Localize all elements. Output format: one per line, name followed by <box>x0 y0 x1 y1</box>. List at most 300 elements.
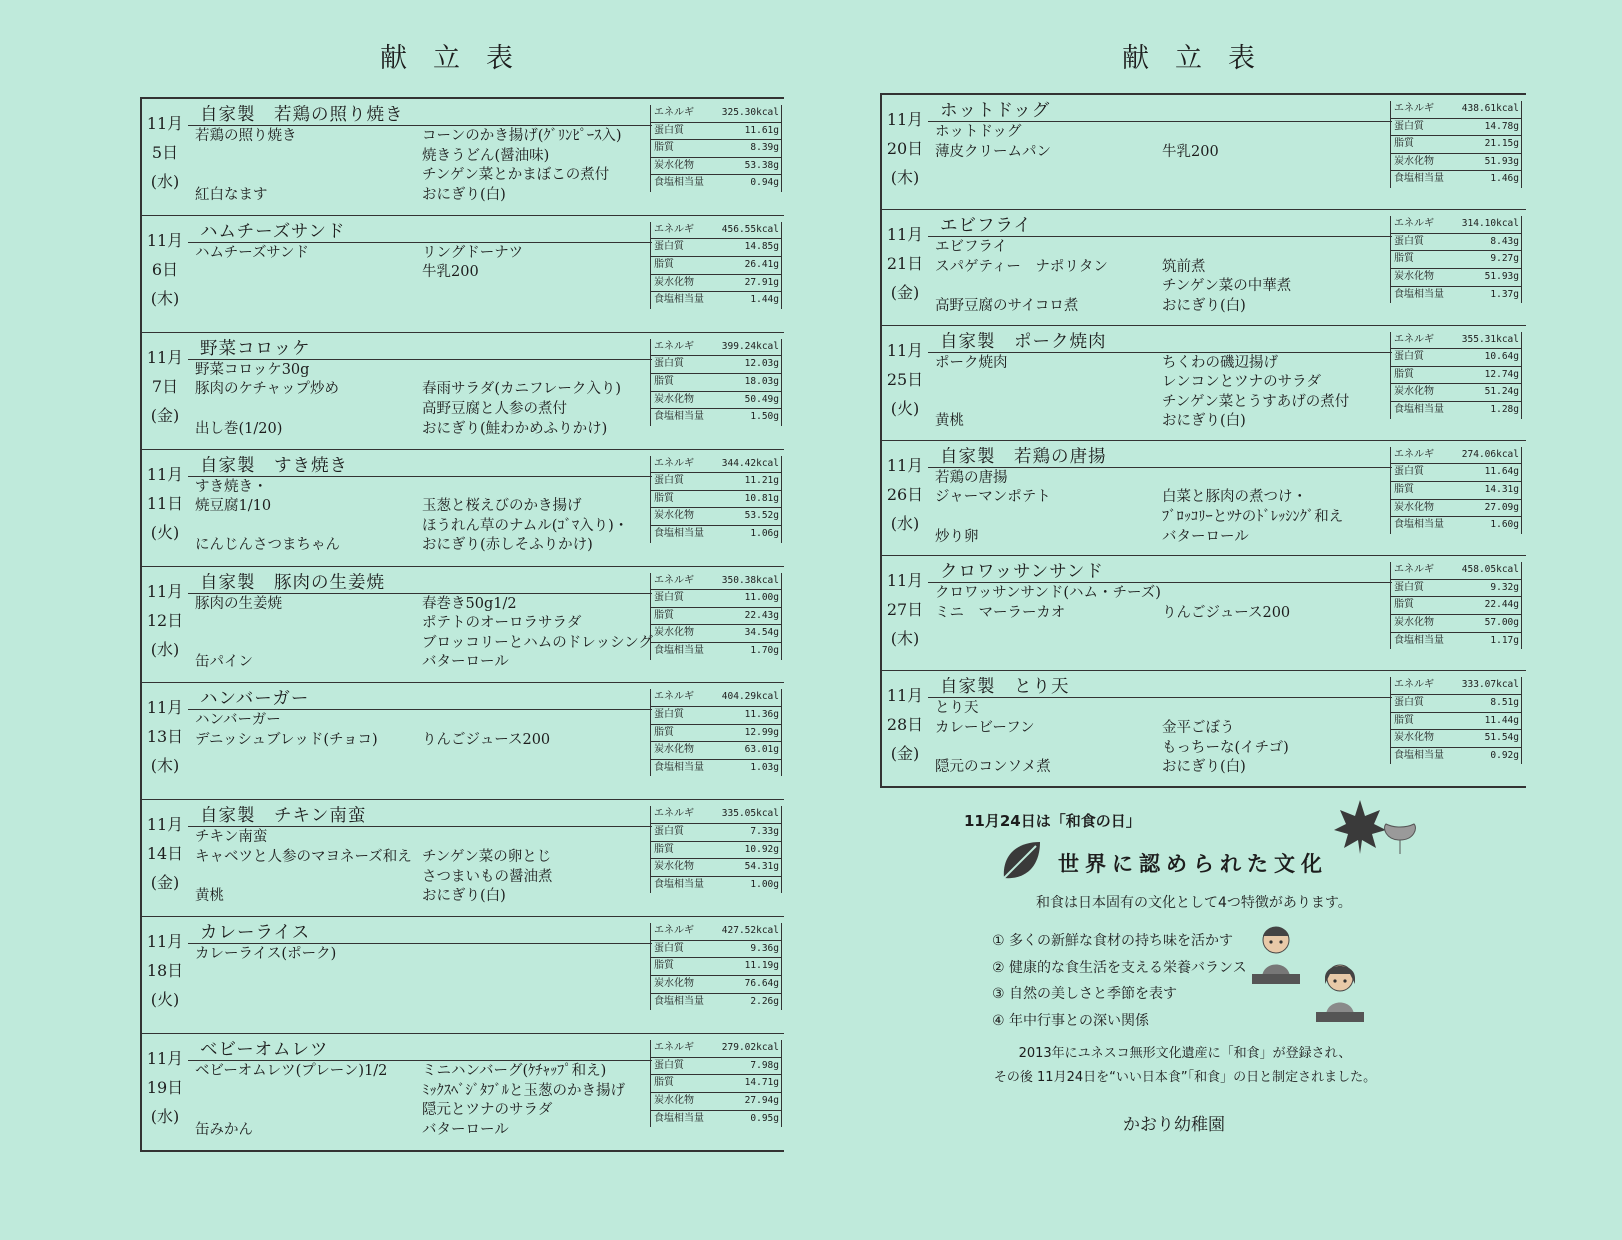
nutrition-row <box>651 339 781 357</box>
menu-item <box>935 508 1161 528</box>
nutrition-value: 1.44g <box>750 294 779 306</box>
menu-date <box>142 800 188 916</box>
menu-item <box>1162 238 1394 258</box>
date-month: 11月 <box>146 815 184 835</box>
menu-item: レンコンとツナのサラダ <box>1162 374 1321 391</box>
nutrition-label: エネルギ <box>1394 564 1434 576</box>
menu-item: 隠元のコンソメ煮 <box>935 759 1051 776</box>
nutrition-label: 蛋白質 <box>1394 235 1424 247</box>
nutrition-row <box>651 239 781 257</box>
menu-item: 炒り卵 <box>935 528 979 545</box>
nutrition-value: 355.31kcal <box>1461 333 1519 345</box>
date-weekday: (火) <box>890 398 920 418</box>
menu-item: クロワッサンサンド(ハム・チーズ) <box>935 585 1161 602</box>
nutrition-row <box>651 1111 781 1128</box>
date-day: 27日 <box>886 600 924 620</box>
nutrition-value: 12.03g <box>744 358 779 370</box>
date-day: 25日 <box>886 369 924 389</box>
menu-day-row <box>142 800 784 917</box>
nutrition-row <box>1391 136 1521 154</box>
menu-item <box>195 166 421 186</box>
nutrition-row <box>651 824 781 842</box>
title-divider <box>928 352 1392 353</box>
menu-item <box>195 965 421 985</box>
nutrition-label: 食塩相当量 <box>1394 634 1444 646</box>
date-weekday: (木) <box>890 168 920 187</box>
date-day: 12日 <box>146 610 184 630</box>
menu-item: コーンのかき揚げ(ｸﾞﾘﾝﾋﾟｰｽ入) <box>422 128 622 144</box>
menu-item <box>1162 162 1394 182</box>
menu-item: 玉葱と桜えびのかき揚げ <box>422 498 582 515</box>
menu-item: 筑前煮 <box>1162 258 1206 275</box>
feature-item: ③ 自然の美しさと季節を表す <box>992 986 1178 1002</box>
menu-item <box>195 1101 421 1121</box>
menu-item: ミニハンバーグ(ｹﾁｬｯﾌﾟ和え) <box>422 1063 607 1080</box>
nutrition-row <box>1391 597 1521 615</box>
menu-item: スパゲティー ナポリタン <box>935 258 1108 275</box>
menu-item: ほうれん草のナムル(ｺﾞﾏ入り)・ <box>422 517 629 534</box>
title-divider <box>188 125 652 126</box>
nutrition-label: 脂質 <box>654 259 674 271</box>
nutrition-label: 脂質 <box>654 843 674 855</box>
menu-item: 黄桃 <box>195 888 224 905</box>
nutrition-label: 炭水化物 <box>1394 501 1434 513</box>
menu-date <box>142 567 188 683</box>
menu-item <box>195 147 421 167</box>
nutrition-label: 蛋白質 <box>654 475 684 487</box>
nutrition-row <box>1391 119 1521 137</box>
nutrition-label: 炭水化物 <box>654 510 694 522</box>
nutrition-row <box>1391 216 1521 234</box>
menu-item <box>422 711 654 731</box>
nutrition-row <box>651 105 781 123</box>
menu-item: おにぎり(白) <box>422 186 506 203</box>
nutrition-label: エネルギ <box>1394 679 1434 691</box>
main-dish-title: ホットドッグ <box>940 101 1051 121</box>
menu-items-right <box>422 945 654 1023</box>
title-divider <box>188 826 652 827</box>
nutrition-row <box>651 1093 781 1111</box>
menu-day-row <box>882 556 1526 671</box>
menu-item: りんごジュース200 <box>422 732 551 749</box>
menu-item: 焼きうどん(醤油味) <box>422 147 550 164</box>
menu-item <box>422 828 654 848</box>
menu-date <box>142 216 188 332</box>
nutrition-row <box>651 1040 781 1058</box>
nutrition-row <box>1391 615 1521 633</box>
menu-item: バターロール <box>1162 528 1249 545</box>
menu-items-right <box>1162 123 1394 201</box>
date-weekday: (金) <box>890 283 920 303</box>
date-day: 5日 <box>151 143 179 162</box>
nutrition-row <box>651 275 781 293</box>
menu-date <box>882 210 928 324</box>
nutrition-label: 炭水化物 <box>654 744 694 756</box>
date-weekday: (金) <box>150 873 180 893</box>
nutrition-label: 食塩相当量 <box>654 761 704 773</box>
main-dish-title: 自家製 すき焼き <box>200 455 348 476</box>
nutrition-box <box>1390 447 1522 534</box>
nutrition-value: 11.19g <box>744 960 779 972</box>
menu-items-left <box>935 123 1161 201</box>
nutrition-value: 325.30kcal <box>721 107 779 118</box>
nutrition-label: 脂質 <box>654 960 674 972</box>
nutrition-value: 22.44g <box>1484 599 1519 611</box>
menu-day-row <box>882 441 1526 556</box>
date-month: 11月 <box>146 114 184 133</box>
nutrition-value: 344.42kcal <box>721 457 779 469</box>
menu-item: 白菜と豚肉の煮つけ・ <box>1162 489 1307 506</box>
date-day: 6日 <box>151 259 179 279</box>
menu-item <box>935 373 1161 393</box>
menu-item <box>935 393 1161 413</box>
nutrition-value: 8.39g <box>750 142 779 154</box>
date-month: 11月 <box>146 230 184 250</box>
nutrition-row <box>651 456 781 474</box>
menu-item: バターロール <box>422 654 509 671</box>
nutrition-label: 蛋白質 <box>654 1059 684 1071</box>
nutrition-value: 335.05kcal <box>721 808 779 820</box>
nutrition-label: 食塩相当量 <box>654 528 704 540</box>
nutrition-label: 炭水化物 <box>654 978 694 990</box>
menu-item: デニッシュブレッド(チョコ) <box>195 732 378 749</box>
main-dish-title: クロワッサンサンド <box>940 562 1104 583</box>
nutrition-value: 404.29kcal <box>721 691 779 703</box>
menu-items-left <box>195 478 421 556</box>
date-month: 11月 <box>886 225 924 245</box>
menu-items-left <box>935 469 1161 547</box>
menu-item <box>935 277 1161 297</box>
nutrition-row <box>1391 482 1521 500</box>
menu-item <box>195 263 421 283</box>
menu-day-row <box>142 683 784 800</box>
menu-items-left <box>195 244 421 322</box>
nutrition-label: エネルギ <box>1394 333 1434 345</box>
menu-items-left <box>195 828 421 906</box>
nutrition-value: 438.61kcal <box>1461 103 1519 114</box>
menu-day-row <box>142 450 784 567</box>
nutrition-label: 蛋白質 <box>654 942 684 954</box>
nutrition-label: 蛋白質 <box>1394 351 1424 363</box>
date-month: 11月 <box>886 686 924 706</box>
washoku-info <box>960 800 1500 1240</box>
nutrition-row <box>651 356 781 374</box>
menu-item <box>1162 469 1394 489</box>
menu-items-right <box>422 478 654 556</box>
date-weekday: (木) <box>150 756 180 776</box>
menu-item <box>935 739 1161 759</box>
nutrition-value: 27.91g <box>744 276 779 288</box>
nutrition-value: 18.03g <box>744 375 779 387</box>
main-dish-title: 自家製 豚肉の生姜焼 <box>200 572 385 593</box>
nutrition-row <box>651 175 781 192</box>
nutrition-value: 0.95g <box>750 1112 779 1124</box>
nutrition-value: 1.60g <box>1490 519 1519 531</box>
menu-day-row <box>882 95 1526 210</box>
nutrition-value: 10.92g <box>744 843 779 855</box>
date-weekday: (木) <box>890 629 920 649</box>
nutrition-value: 1.17g <box>1490 634 1519 646</box>
menu-day-row <box>882 671 1526 785</box>
menu-item: ジャーマンポテト <box>935 489 1051 506</box>
menu-date <box>142 333 188 449</box>
menu-item <box>195 751 421 771</box>
menu-date <box>882 671 928 785</box>
menu-items-right <box>1162 469 1394 547</box>
washoku-day-heading: 11月24日は「和食の日」 <box>964 812 1141 830</box>
nutrition-row <box>1391 447 1521 465</box>
nutrition-row <box>651 877 781 894</box>
nutrition-label: 脂質 <box>1394 714 1414 726</box>
nutrition-label: エネルギ <box>654 925 694 937</box>
menu-item: ポテトのオーロラサラダ <box>422 615 582 632</box>
menu-item <box>422 361 654 381</box>
menu-item: ﾐｯｸｽﾍﾞｼﾞﾀﾌﾞﾙと玉葱のかき揚げ <box>422 1082 625 1099</box>
date-day: 20日 <box>886 139 924 158</box>
menu-item: 紅白なます <box>195 186 268 203</box>
nutrition-value: 63.01g <box>744 744 779 756</box>
menu-day-row <box>142 333 784 450</box>
nutrition-value: 14.31g <box>1484 484 1519 496</box>
nutrition-value: 274.06kcal <box>1461 448 1519 460</box>
nutrition-label: 食塩相当量 <box>654 878 704 890</box>
menu-item: にんじんさつまちゃん <box>195 537 340 554</box>
menu-item: おにぎり(白) <box>1162 759 1246 776</box>
nutrition-value: 1.28g <box>1490 403 1519 415</box>
menu-day-row <box>142 216 784 333</box>
menu-item: 春巻き50g1/2 <box>422 595 517 612</box>
menu-item <box>195 770 421 790</box>
ginkgo-leaf-icon <box>1380 820 1420 856</box>
nutrition-row <box>651 806 781 824</box>
nutrition-value: 8.43g <box>1490 235 1519 247</box>
nutrition-label: 食塩相当量 <box>654 411 704 423</box>
nutrition-row <box>651 1075 781 1093</box>
nutrition-row <box>1391 367 1521 385</box>
menu-date <box>142 917 188 1033</box>
nutrition-label: エネルギ <box>654 107 694 118</box>
menu-item: 野菜コロッケ30g <box>195 361 310 378</box>
menu-date <box>882 556 928 670</box>
menu-items-left <box>195 945 421 1023</box>
date-month: 11月 <box>886 340 924 360</box>
menu-item <box>195 1082 421 1102</box>
nutrition-row <box>1391 402 1521 419</box>
nutrition-label: 炭水化物 <box>1394 386 1434 398</box>
nutrition-label: 炭水化物 <box>654 1094 694 1106</box>
menu-item <box>1162 123 1394 143</box>
nutrition-value: 10.64g <box>1484 351 1519 363</box>
feature-item: ④ 年中行事との深い関係 <box>992 1012 1150 1029</box>
nutrition-row <box>651 392 781 410</box>
menu-item: 若鶏の照り焼き <box>195 128 297 144</box>
nutrition-label: 食塩相当量 <box>654 644 704 656</box>
menu-items-right <box>422 244 654 322</box>
nutrition-label: 蛋白質 <box>1394 120 1424 132</box>
nutrition-row <box>651 725 781 743</box>
nutrition-box <box>650 456 782 543</box>
nutrition-value: 51.24g <box>1484 386 1519 398</box>
menu-items-left <box>195 1062 421 1140</box>
menu-item <box>422 478 654 498</box>
nutrition-row <box>651 859 781 877</box>
menu-item <box>195 400 421 420</box>
page-title-left: 献立表 <box>380 43 539 74</box>
date-day: 18日 <box>146 961 184 981</box>
menu-item: さつまいもの醤油煮 <box>422 868 553 885</box>
nutrition-label: エネルギ <box>1394 218 1434 230</box>
nutrition-label: 食塩相当量 <box>654 995 704 1007</box>
menu-item: 黄桃 <box>935 413 964 430</box>
menu-item <box>422 965 654 985</box>
title-divider <box>188 593 652 594</box>
menu-item: すき焼き・ <box>195 478 268 495</box>
child-eating-illustration <box>1310 960 1370 1024</box>
menu-item <box>195 283 421 303</box>
date-day: 14日 <box>146 844 184 864</box>
nutrition-value: 399.24kcal <box>721 340 779 352</box>
menu-item <box>935 162 1161 182</box>
nutrition-row <box>1391 384 1521 402</box>
menu-item: ちくわの磯辺揚げ <box>1162 354 1278 371</box>
menu-item: 金平ごぼう <box>1162 720 1235 737</box>
page-title-right: 献立表 <box>1122 43 1281 74</box>
menu-items-right <box>422 595 654 673</box>
menu-item <box>1162 584 1394 604</box>
menu-item <box>195 303 421 323</box>
nutrition-value: 2.26g <box>750 995 779 1007</box>
nutrition-value: 57.00g <box>1484 616 1519 628</box>
nutrition-box <box>650 222 782 309</box>
menu-items-left <box>195 595 421 673</box>
nutrition-label: エネルギ <box>654 340 694 352</box>
date-weekday: (金) <box>890 744 920 764</box>
nutrition-label: 蛋白質 <box>654 592 684 604</box>
nutrition-label: エネルギ <box>1394 448 1434 460</box>
nutrition-box <box>650 689 782 776</box>
nutrition-value: 53.52g <box>744 510 779 522</box>
date-month: 11月 <box>886 571 924 591</box>
nutrition-row <box>651 625 781 643</box>
nutrition-row <box>1391 500 1521 518</box>
nutrition-value: 8.51g <box>1490 697 1519 709</box>
nutrition-label: 脂質 <box>1394 138 1414 150</box>
main-dish-title: 自家製 チキン南蛮 <box>200 806 367 827</box>
nutrition-value: 456.55kcal <box>721 223 779 235</box>
nutrition-value: 51.54g <box>1484 732 1519 744</box>
menu-item: ベビーオムレツ(プレーン)1/2 <box>195 1063 388 1080</box>
nutrition-label: エネルギ <box>654 1042 694 1054</box>
nutrition-row <box>651 292 781 309</box>
nutrition-label: 食塩相当量 <box>1394 173 1444 185</box>
nutrition-label: エネルギ <box>654 808 694 820</box>
nutrition-label: 炭水化物 <box>654 627 694 639</box>
washoku-note-1: 2013年にユネスコ無形文化遺産に「和食」が登録され、 <box>1018 1046 1352 1061</box>
nutrition-label: 食塩相当量 <box>1394 749 1444 761</box>
title-divider <box>928 121 1392 122</box>
nutrition-row <box>651 842 781 860</box>
menu-item <box>935 643 1161 663</box>
nutrition-label: 蛋白質 <box>654 709 684 721</box>
menu-items-right <box>422 361 654 439</box>
main-dish-title: 自家製 ポーク焼肉 <box>940 331 1107 352</box>
menu-item: リングドーナツ <box>422 244 524 261</box>
menu-item: チンゲン菜の卵とじ <box>422 848 552 865</box>
menu-item <box>195 984 421 1004</box>
menu-date <box>142 450 188 566</box>
menu-items-right <box>422 828 654 906</box>
nutrition-label: 食塩相当量 <box>654 294 704 306</box>
title-divider <box>188 476 652 477</box>
nutrition-label: 脂質 <box>654 492 674 504</box>
date-month: 11月 <box>146 698 184 718</box>
nutrition-row <box>651 1058 781 1076</box>
menu-item: おにぎり(白) <box>1162 413 1246 430</box>
nutrition-label: 脂質 <box>654 609 674 621</box>
menu-items-left <box>935 699 1161 777</box>
nutrition-row <box>1391 464 1521 482</box>
main-dish-title: 自家製 とり天 <box>940 677 1070 698</box>
date-month: 11月 <box>886 455 924 475</box>
menu-table-left <box>140 97 784 1152</box>
nutrition-value: 0.92g <box>1490 749 1519 761</box>
menu-item: 隠元とツナのサラダ <box>422 1102 553 1119</box>
nutrition-value: 51.93g <box>1484 271 1519 283</box>
main-dish-title: カレーライス <box>200 923 311 944</box>
date-weekday: (火) <box>150 522 180 542</box>
nutrition-label: 食塩相当量 <box>654 177 704 189</box>
nutrition-row <box>651 742 781 760</box>
date-month: 11月 <box>146 932 184 952</box>
nutrition-value: 458.05kcal <box>1461 564 1519 576</box>
nutrition-row <box>1391 349 1521 367</box>
main-dish-title: ベビーオムレツ <box>200 1040 329 1061</box>
nutrition-value: 279.02kcal <box>721 1042 779 1054</box>
menu-item: おにぎり(赤しそふりかけ) <box>422 537 593 554</box>
menu-item <box>422 984 654 1004</box>
menu-item: 春雨サラダ(カニフレーク入り) <box>422 381 622 398</box>
nutrition-row <box>1391 695 1521 713</box>
nutrition-label: エネルギ <box>654 574 694 586</box>
nutrition-row <box>1391 730 1521 748</box>
title-divider <box>188 709 652 710</box>
date-weekday: (水) <box>150 639 180 659</box>
nutrition-box <box>1390 216 1522 303</box>
nutrition-value: 1.00g <box>750 878 779 890</box>
nutrition-value: 12.99g <box>744 726 779 738</box>
nutrition-label: 蛋白質 <box>654 825 684 837</box>
nutrition-value: 76.64g <box>744 978 779 990</box>
nutrition-box <box>1390 332 1522 419</box>
nutrition-label: 蛋白質 <box>654 124 684 136</box>
menu-item: 缶パイン <box>195 654 253 671</box>
menu-item <box>1162 623 1394 643</box>
nutrition-value: 11.44g <box>1484 714 1519 726</box>
nutrition-label: 炭水化物 <box>654 393 694 405</box>
menu-day-row <box>142 99 784 216</box>
nutrition-row <box>1391 251 1521 269</box>
feature-item: ② 健康的な食生活を支える栄養バランス <box>992 959 1247 976</box>
menu-item: 出し巻(1/20) <box>195 420 283 437</box>
menu-item: チンゲン菜とうすあげの煮付 <box>1162 393 1350 410</box>
menu-item: 牛乳200 <box>422 264 479 281</box>
nutrition-value: 427.52kcal <box>721 925 779 937</box>
nutrition-value: 27.09g <box>1484 501 1519 513</box>
nutrition-row <box>651 257 781 275</box>
feature-item: ① 多くの新鮮な食材の持ち味を活かす <box>992 933 1233 949</box>
nutrition-row <box>1391 269 1521 287</box>
menu-item: チンゲン菜とかまぼこの煮付 <box>422 167 610 184</box>
